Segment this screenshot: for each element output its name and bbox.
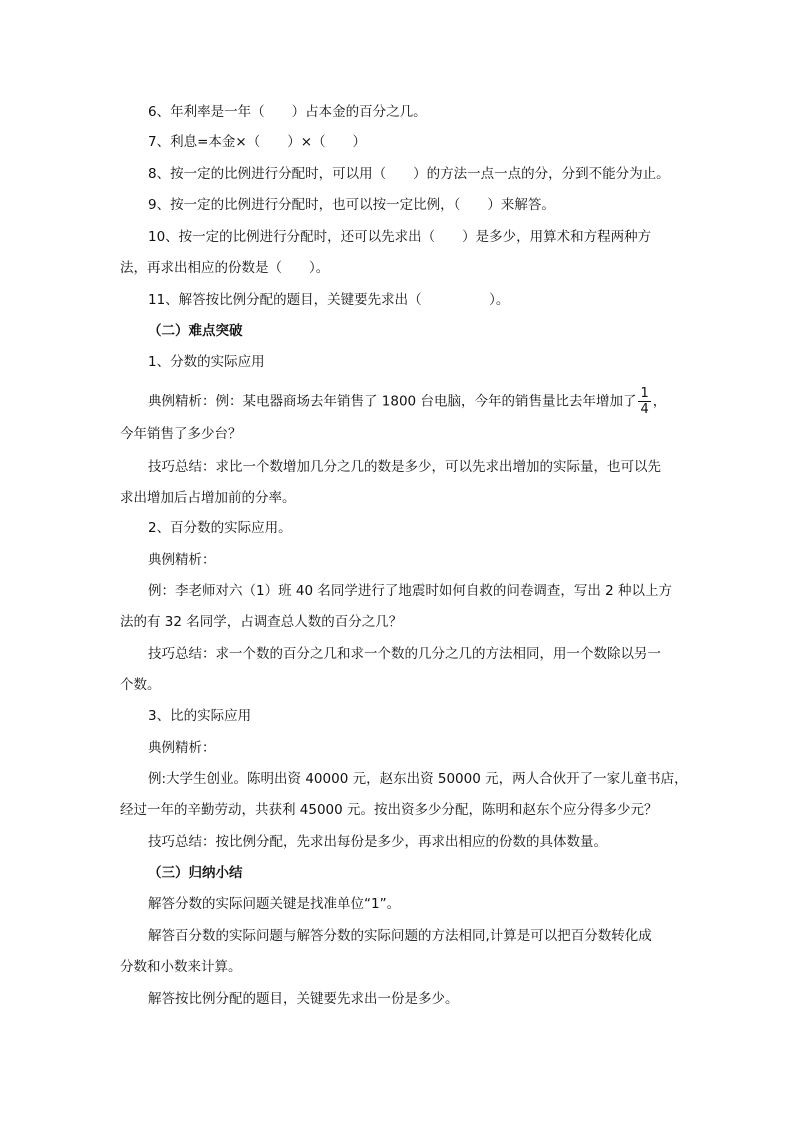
topic-2-example-line-1: 例：李老师对六（1）班 40 名同学进行了地震时如何自救的问卷调查，写出 2 种以上方	[148, 583, 673, 599]
fraction-numerator: 1	[640, 386, 649, 401]
topic-3-example-label: 典例精析：	[148, 740, 216, 756]
section-heading-difficulty: （二）难点突破	[148, 323, 243, 339]
topic-3-example-line-1: 例:大学生创业。陈明出资 40000 元，赵东出资 50000 元，两人合伙开了一家儿童书店，	[148, 771, 688, 787]
topic-2-title: 2、百分数的实际应用。	[148, 520, 292, 536]
topic-1-example-text: 典例精析：例：某电器商场去年销售了 1800 台电脑，今年的销售量比去年增加了	[148, 393, 637, 410]
topic-3-tip: 技巧总结：按比例分配，先求出每份是多少，再求出相应的份数的具体数量。	[148, 834, 607, 850]
section-heading-summary: （三）归纳小结	[148, 865, 243, 881]
item-10-line-1: 10、按一定的比例进行分配时，还可以先求出（ ）是多少，用算术和方程两种方	[148, 229, 652, 245]
topic-1-tip-line-2: 求出增加后占增加前的分率。	[120, 490, 296, 506]
topic-2-example-line-2: 法的有 32 名同学，占调查总人数的百分之几？	[120, 614, 403, 630]
topic-3-title: 3、比的实际应用	[148, 708, 252, 724]
topic-1-example-punct: ，	[652, 393, 667, 410]
summary-paragraph-2-line-2: 分数和小数来计算。	[120, 959, 242, 975]
topic-1-tip-line-1: 技巧总结：求比一个数增加几分之几的数是多少，可以先求出增加的实际量，也可以先	[148, 459, 661, 475]
summary-paragraph-3: 解答按比例分配的题目，关键要先求出一份是多少。	[148, 991, 459, 1007]
topic-3-example-line-2: 经过一年的辛勤劳动，共获利 45000 元。按出资多少分配，陈明和赵东个应分得多少元？	[120, 802, 658, 818]
topic-2-example-label: 典例精析：	[148, 552, 216, 568]
topic-1-title: 1、分数的实际应用	[148, 354, 265, 370]
item-7: 7、利息=本金×（ ）×（ ）	[148, 134, 367, 150]
topic-2-tip-line-2: 个数。	[120, 677, 161, 693]
fraction	[638, 386, 650, 417]
item-9: 9、按一定的比例进行分配时，也可以按一定比例，（ ）来解答。	[148, 197, 555, 213]
topic-1-example-line-1	[148, 386, 666, 417]
item-6: 6、年利率是一年（ ）占本金的百分之几。	[148, 104, 427, 120]
fraction-denominator: 4	[640, 402, 649, 417]
summary-paragraph-1: 解答分数的实际问题关键是找准单位“1”。	[148, 896, 401, 912]
topic-2-tip-line-1: 技巧总结：求一个数的百分之几和求一个数的几分之几的方法相同，用一个数除以另一	[148, 646, 661, 662]
item-11: 11、解答按比例分配的题目，关键要先求出（ ）。	[148, 292, 510, 308]
item-10-line-2: 法，再求出相应的份数是（ ）。	[120, 260, 330, 276]
topic-1-example-line-2: 今年销售了多少台？	[120, 426, 242, 442]
item-8: 8、按一定的比例进行分配时，可以用（ ）的方法一点一点的分，分到不能分为止。	[148, 166, 670, 182]
summary-paragraph-2-line-1: 解答百分数的实际问题与解答分数的实际问题的方法相同,计算是可以把百分数转化成	[148, 928, 652, 944]
